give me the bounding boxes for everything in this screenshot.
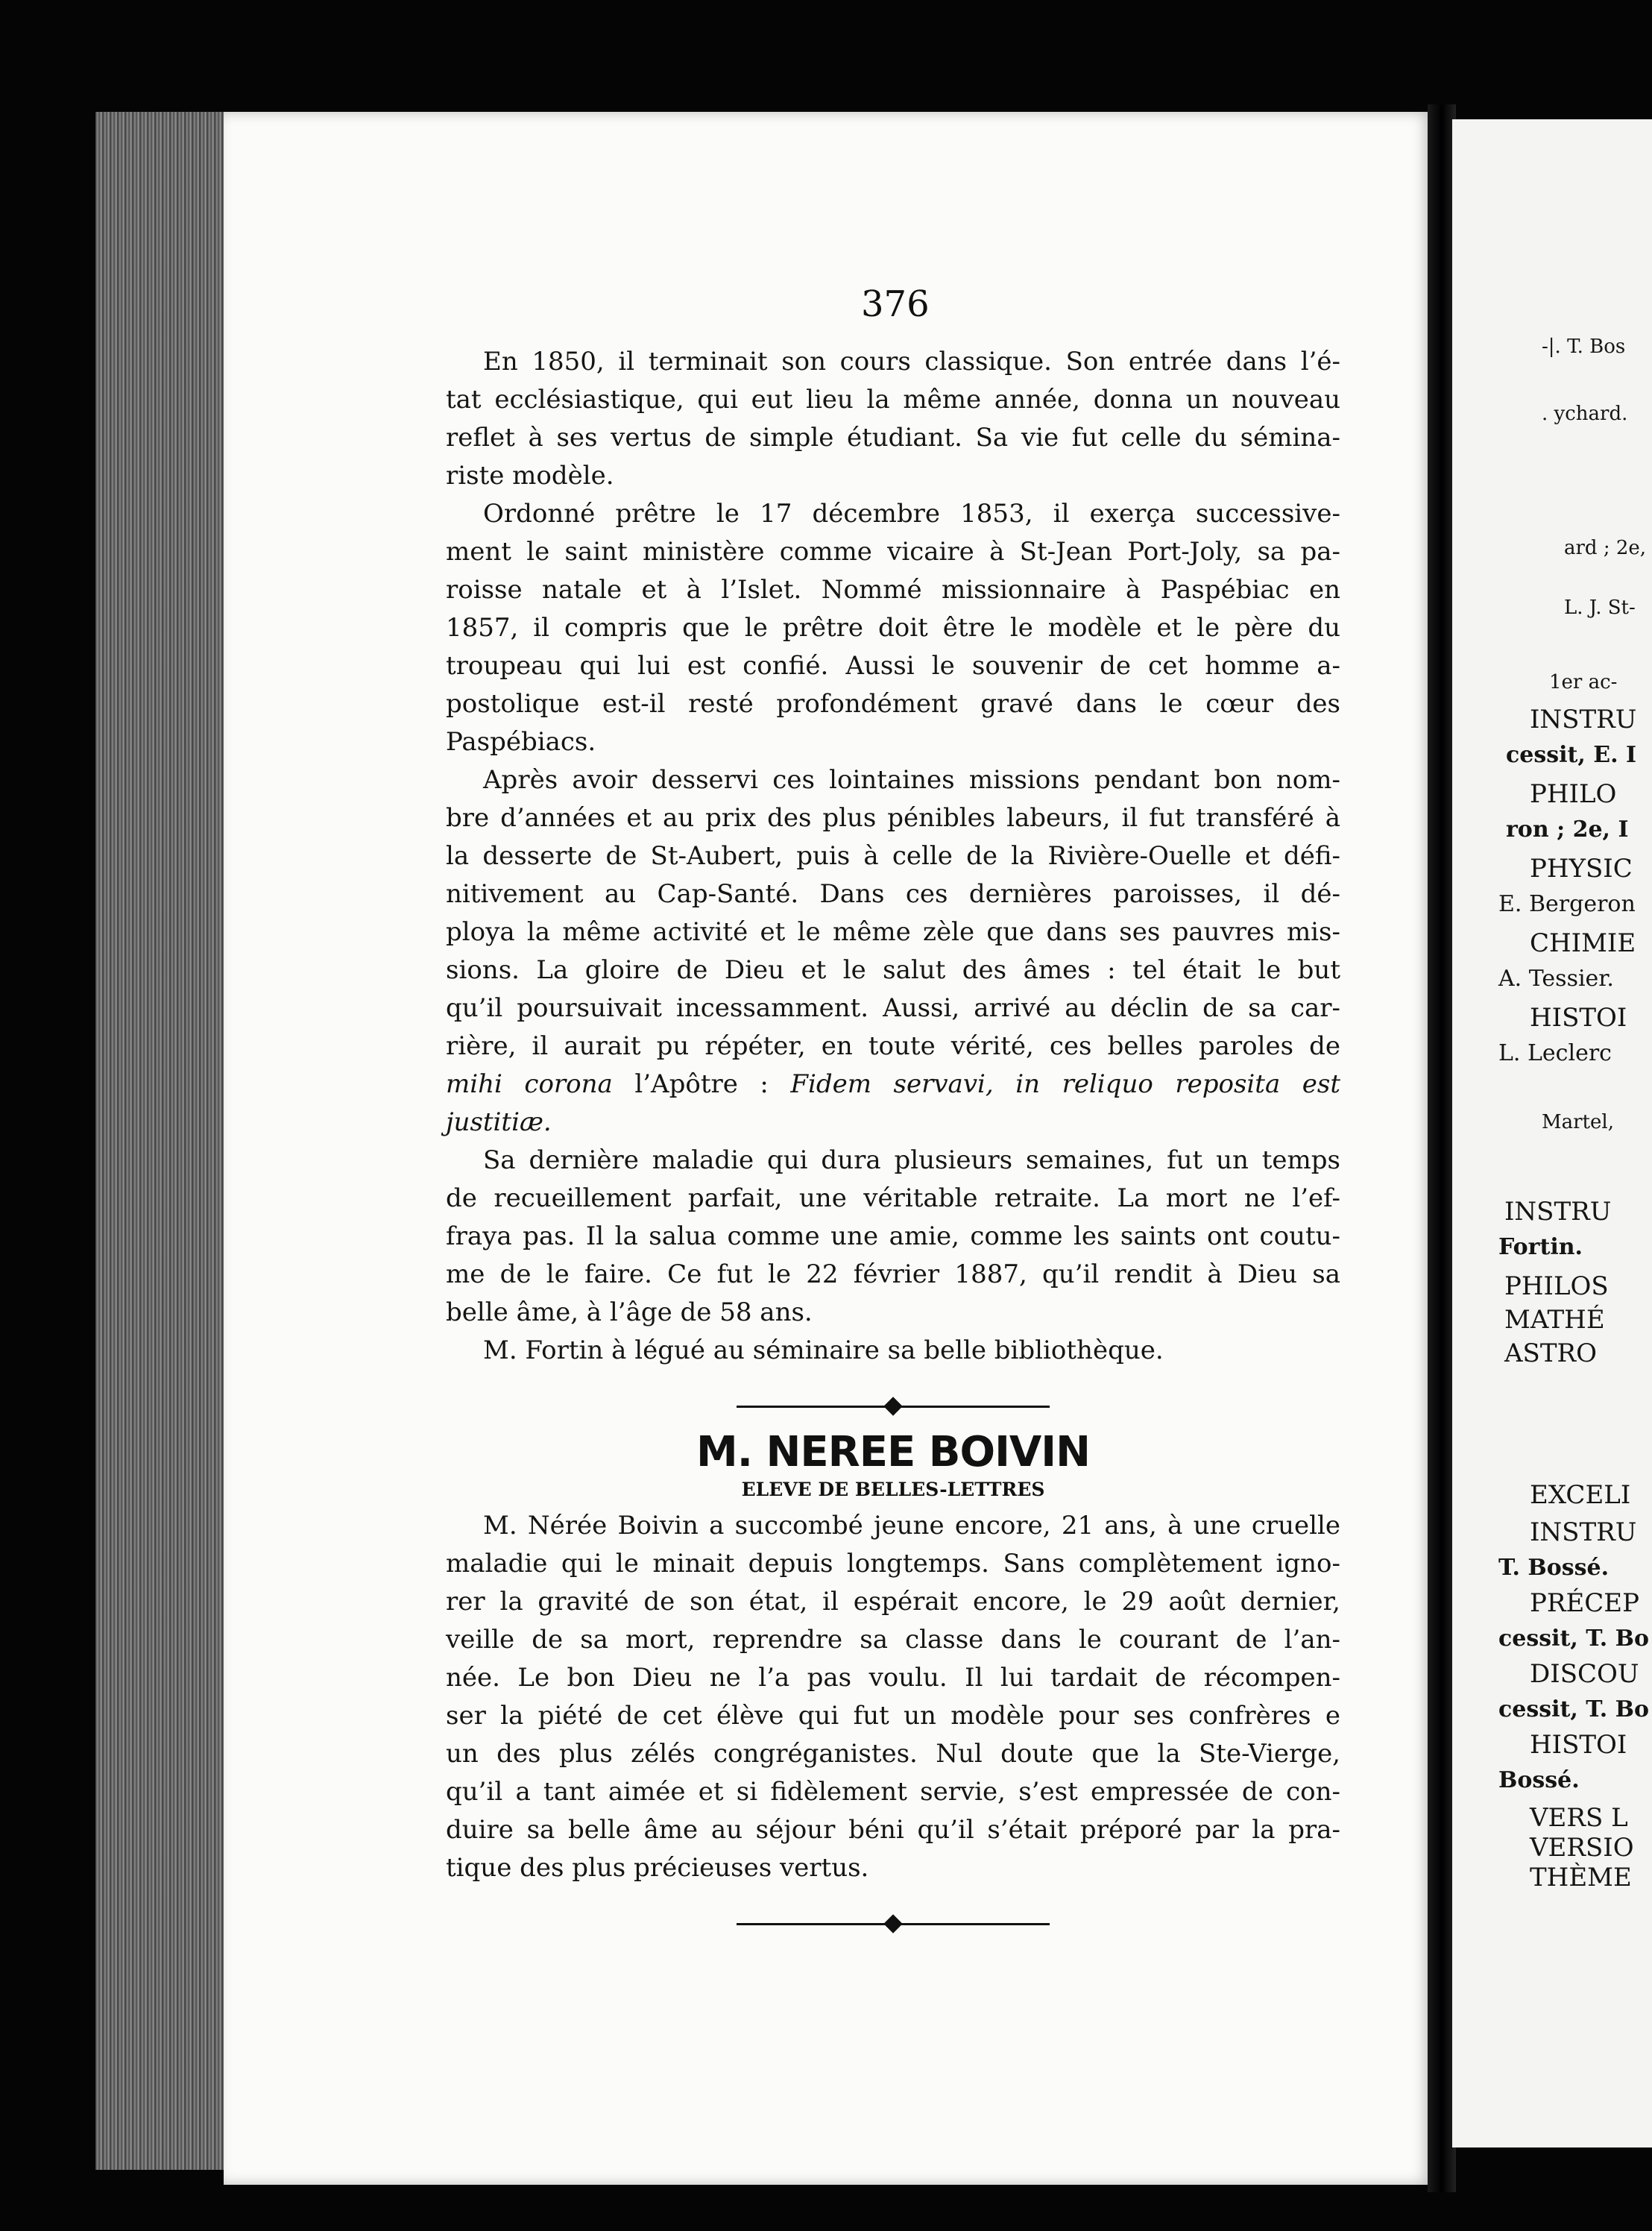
right-fragment: HISTOI [1530, 1730, 1627, 1760]
right-fragment: INSTRU [1530, 1517, 1637, 1547]
quote-line [446, 1066, 1340, 1104]
right-fragment: Fortin. [1498, 1234, 1583, 1260]
right-fragment: T. Bossé. [1498, 1555, 1610, 1581]
right-fragment: PRÉCEP [1530, 1588, 1640, 1618]
text-line: tique des plus précieuses vertus. [446, 1853, 869, 1883]
text-line: 1857, il compris que le prêtre doit être le modèle et le père du [446, 613, 1340, 643]
right-fragment: VERSIO [1530, 1833, 1634, 1863]
right-fragment: HISTOI [1530, 1003, 1627, 1033]
text-line: riste modèle. [446, 461, 614, 491]
right-fragment: Martel, [1542, 1111, 1614, 1133]
text-line: reflet à ses vertus de simple étudiant. Sa vie fut celle du sémina- [446, 423, 1340, 453]
text-line: née. Le bon Dieu ne l’a pas voulu. Il lui tardait de récompen- [446, 1663, 1340, 1693]
text-line: troupeau qui lui est confié. Aussi le souvenir de cet homme a- [446, 651, 1340, 681]
text-line: veille de sa mort, reprendre sa classe dans le courant de l’an- [446, 1625, 1340, 1655]
right-fragment: Bossé. [1498, 1767, 1580, 1793]
right-fragment: cessit, T. Bo [1498, 1626, 1649, 1652]
quote-latin-2: Fidem servavi, in reliquo reposita est [790, 1069, 1340, 1099]
right-fragment: DISCOU [1530, 1659, 1639, 1689]
right-fragment: cessit, E. I [1506, 742, 1637, 768]
quote-end: justitiæ. [446, 1107, 552, 1137]
right-fragment: ard ; 2e, [1564, 537, 1647, 559]
text-line: Paspébiacs. [446, 727, 596, 757]
right-fragment: ASTRO [1504, 1338, 1597, 1368]
page-number: 376 [861, 283, 930, 325]
section-divider [737, 1398, 1050, 1415]
text-line: la desserte de St-Aubert, puis à celle de la Rivière-Ouelle et défi- [446, 841, 1340, 871]
right-fragment: -|. T. Bos [1542, 336, 1626, 358]
page-body [446, 343, 1340, 1947]
text-line: ment le saint ministère comme vicaire à St-Jean Port-Joly, sa pa- [446, 537, 1340, 567]
divider-ornament [883, 1914, 902, 1933]
text-line: sions. La gloire de Dieu et le salut des âmes : tel était le but [446, 955, 1340, 985]
right-fragment: EXCELI [1530, 1480, 1631, 1510]
paragraph-5 [446, 1332, 1340, 1370]
text-line: Sa dernière maladie qui dura plusieurs semaines, fut un temps [483, 1145, 1340, 1175]
right-fragment: VERS L [1530, 1803, 1628, 1833]
right-fragment: THÈME [1530, 1863, 1632, 1892]
paragraph-2 [446, 495, 1340, 761]
right-fragment: E. Bergeron [1498, 891, 1636, 917]
right-fragment: INSTRU [1530, 705, 1637, 734]
text-line: ploya la même activité et le même zèle que dans ses pauvres mis- [446, 917, 1340, 947]
right-fragment: INSTRU [1504, 1197, 1612, 1227]
right-fragment: L. Leclerc [1498, 1040, 1612, 1066]
text-line: qu’il a tant aimée et si fidèlement servie, s’est empressée de con- [446, 1777, 1340, 1807]
text-line: rer la gravité de son état, il espérait encore, le 29 août dernier, [446, 1587, 1340, 1617]
text-line: rière, il aurait pu répéter, en toute vérité, ces belles paroles de [446, 1031, 1340, 1061]
paragraph-4 [446, 1142, 1340, 1332]
right-fragment: . ychard. [1542, 403, 1628, 425]
text-line: tat ecclésiastique, qui eut lieu la même année, donna un nouveau [446, 385, 1340, 415]
right-fragment: cessit, T. Bo [1498, 1696, 1649, 1722]
right-fragment: PHYSIC [1530, 854, 1633, 884]
right-fragment: CHIMIE [1530, 928, 1636, 958]
paragraph-1 [446, 343, 1340, 495]
text-line: M. Nérée Boivin a succombé jeune encore, 21 ans, à une cruelle [483, 1511, 1340, 1541]
right-fragment: PHILOS [1504, 1271, 1609, 1301]
book-page-edges [95, 112, 237, 2170]
text-line: belle âme, à l’âge de 58 ans. [446, 1297, 813, 1327]
text-line: duire sa belle âme au séjour béni qu’il s’était préporé par la pra- [446, 1815, 1340, 1845]
divider-ornament [883, 1397, 902, 1415]
text-line: Après avoir desservi ces lointaines missions pendant bon nom- [483, 765, 1340, 795]
text-line: maladie qui le minait depuis longtemps. Sans complètement igno- [446, 1549, 1340, 1579]
text-line: postolique est-il resté profondément gravé dans le cœur des [446, 689, 1340, 719]
paragraph-6 [446, 1507, 1340, 1887]
right-fragment: PHILO [1530, 779, 1617, 809]
text-line: un des plus zélés congréganistes. Nul doute que la Ste-Vierge, [446, 1739, 1340, 1769]
right-fragment: MATHÉ [1504, 1305, 1605, 1335]
text-line: qu’il poursuivait incessamment. Aussi, arrivé au déclin de sa car- [446, 993, 1340, 1023]
right-fragment: L. J. St- [1564, 597, 1636, 619]
end-divider [737, 1916, 1050, 1932]
text-line: Ordonné prêtre le 17 décembre 1853, il exerça successive- [483, 499, 1340, 529]
text-line: nitivement au Cap-Santé. Dans ces dernières paroisses, il dé- [446, 879, 1340, 909]
quote-attribution: l’Apôtre : [612, 1069, 791, 1099]
quote-latin-1: mihi corona [446, 1069, 613, 1099]
section-heading: M. NEREE BOIVIN [696, 1428, 1090, 1476]
text-line: bre d’années et au prix des plus pénibles labeurs, il fut transféré à [446, 803, 1340, 833]
right-page [1452, 119, 1652, 2147]
paragraph-3 [446, 761, 1340, 1142]
text-line: me de le faire. Ce fut le 22 février 1887, qu’il rendit à Dieu sa [446, 1259, 1340, 1289]
text-line: fraya pas. Il la salua comme une amie, comme les saints ont coutu- [446, 1221, 1340, 1251]
text-line: roisse natale et à l’Islet. Nommé missionnaire à Paspébiac en [446, 575, 1340, 605]
text-line: de recueillement parfait, une véritable retraite. La mort ne l’ef- [446, 1183, 1340, 1213]
text-line: En 1850, il terminait son cours classique. Son entrée dans l’é- [483, 347, 1340, 377]
right-fragment: ron ; 2e, I [1506, 816, 1629, 843]
section-subheading: ELEVE DE BELLES-LETTRES [741, 1479, 1045, 1500]
right-fragment: 1er ac- [1549, 671, 1618, 693]
text-line: ser la piété de cet élève qui fut un modèle pour ses confrères e [446, 1701, 1340, 1731]
text-line: M. Fortin à légué au séminaire sa belle bibliothèque. [483, 1335, 1164, 1365]
right-fragment: A. Tessier. [1498, 966, 1614, 992]
